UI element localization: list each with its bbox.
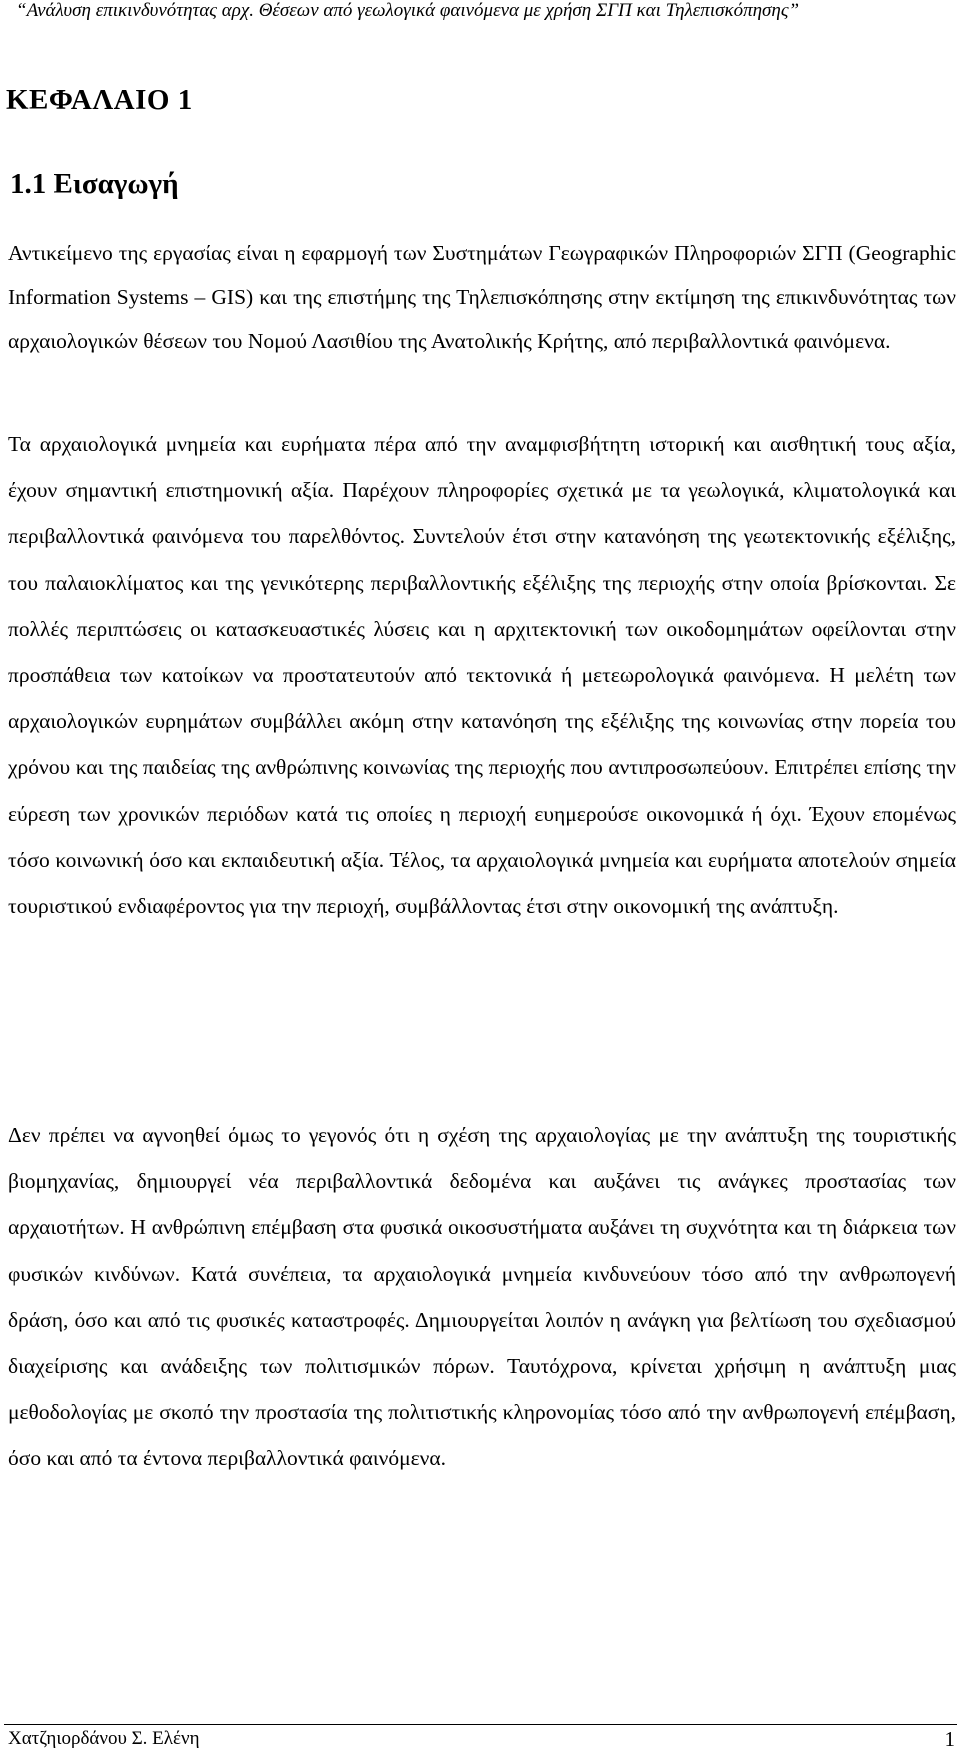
body-paragraph-1: Αντικείμενο της εργασίας είναι η εφαρμογή των Συστημάτων Γεωγραφικών Πληροφοριών ΣΓΠ (Geographic Information Systems – GIS) και της επιστήμης της Τηλεπισκόπησης στην εκτίμηση της επικινδυνότητας των αρχαιολογικών θέσεων του Νομού Λασιθίου της Ανατολικής Κρήτης, από περιβαλλοντικά φαινόμενα. — [8, 241, 956, 354]
chapter-heading: ΚΕΦΑΛΑΙΟ 1 — [6, 84, 193, 116]
footer-divider — [4, 1724, 957, 1725]
page-number: 1 — [944, 1727, 955, 1751]
running-header: “Ανάλυση επικινδυνότητας αρχ. Θέσεων από γεωλογικά φαινόμενα με χρήση ΣΓΠ και Τηλεπισκόπησης” — [16, 0, 800, 21]
body-paragraph-3: Δεν πρέπει να αγνοηθεί όμως το γεγονός ότι η σχέση της αρχαιολογίας με την ανάπτυξη της τουριστικής βιομηχανίας, δημιουργεί νέα περιβαλλοντικά δεδομένα και αυξάνει τις ανάγκες προστασίας των αρχαιοτήτων. Η ανθρώπινη επέμβαση στα φυσικά οικοσυστήματα αυξάνει τη συχνότητα και τη διάρκεια των φυσικών κινδύνων. Κατά συνέπεια, τα αρχαιολογικά μνημεία κινδυνεύουν τόσο από την ανθρωπογενή δράση, όσο και από τις φυσικές καταστροφές. Δημιουργείται λοιπόν η ανάγκη για βελτίωση του σχεδιασμού διαχείρισης και ανάδειξης των πολιτισμικών πόρων. Ταυτόχρονα, κρίνεται χρήσιμη η ανάπτυξη μιας μεθοδολογίας με σκοπό την προστασία της πολιτιστικής κληρονομίας τόσο από την ανθρωπογενή επέμβαση, όσο και από τα έντονα περιβαλλοντικά φαινόμενα. — [8, 1123, 956, 1471]
footer-author: Χατζηιορδάνου Σ. Ελένη — [8, 1728, 200, 1749]
body-paragraph-2: Τα αρχαιολογικά μνημεία και ευρήματα πέρα από την αναμφισβήτητη ιστορική και αισθητική τους αξία, έχουν σημαντική επιστημονική αξία. Παρέχουν πληροφορίες σχετικά με τα γεωλογικά, κλιματολογικά και περιβαλλοντικά φαινόμενα του παρελθόντος. Συντελούν έτσι στην κατανόηση της γεωτεκτονικής εξέλιξης, του παλαιοκλίματος και της γενικότερης περιβαλλοντικής εξέλιξης της περιοχής στην οποία βρίσκονται. Σε πολλές περιπτώσεις οι κατασκευαστικές λύσεις και η αρχιτεκτονική των οικοδομημάτων οφείλονται στην προσπάθεια των κατοίκων να προστατευτούν από τεκτονικά ή μετεωρολογικά φαινόμενα. Η μελέτη των αρχαιολογικών ευρημάτων συμβάλλει ακόμη στην κατανόηση της εξέλιξης της κοινωνίας στην πορεία του χρόνου και της παιδείας της ανθρώπινης κοινωνίας της περιοχής που αντιπροσωπεύουν. Επιτρέπει επίσης την εύρεση των χρονικών περιόδων κατά τις οποίες η περιοχή ευημερούσε οικονομικά ή όχι. Έχουν επομένως τόσο κοινωνική όσο και εκπαιδευτική αξία. Τέλος, τα αρχαιολογικά μνημεία και ευρήματα αποτελούν σημεία τουριστικού ενδιαφέροντος για την περιοχή, συμβάλλοντας έτσι στην οικονομική της ανάπτυξη. — [8, 432, 956, 919]
section-heading: 1.1 Εισαγωγή — [10, 168, 179, 200]
